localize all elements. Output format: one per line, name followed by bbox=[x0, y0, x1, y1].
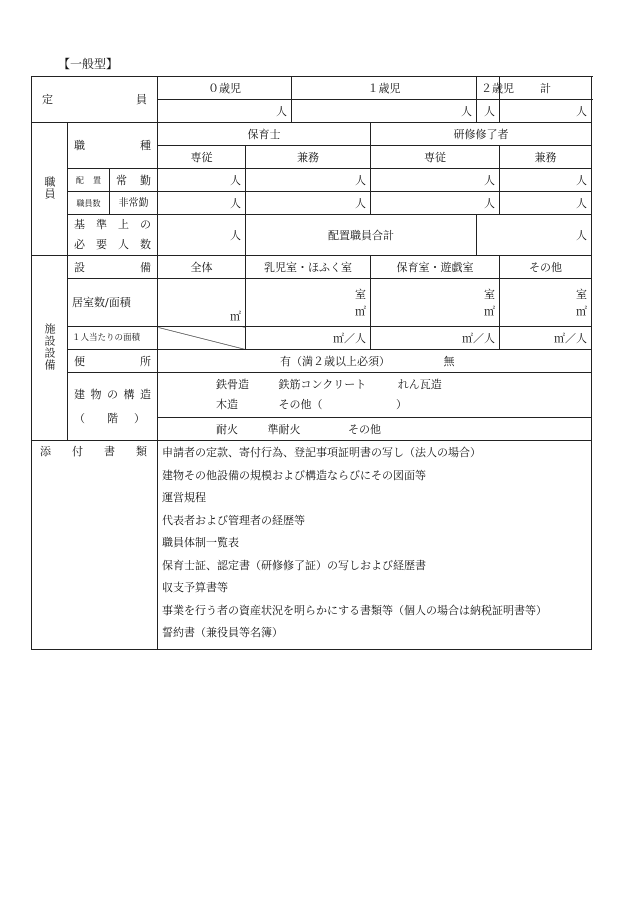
staff-irregular-row bbox=[32, 192, 592, 215]
facility-infant-room-field[interactable]: 室 ㎡ bbox=[246, 279, 371, 327]
structure-rc[interactable]: 鉄筋コンクリート bbox=[278, 378, 367, 391]
attachments-list bbox=[158, 441, 592, 650]
attachment-item: 保育士証、認定書（研修修了証）の写しおよび経歴書 bbox=[162, 558, 427, 572]
staff-regular-label: 常 勤 bbox=[110, 169, 158, 192]
facility-toilet-label: 便 所 bbox=[68, 350, 158, 373]
staff-trained-parttime: 兼務 bbox=[500, 146, 592, 169]
staff-regular-trained-parttime[interactable]: 人 bbox=[500, 169, 592, 192]
staff-type-row bbox=[32, 123, 592, 146]
facility-rooms-row bbox=[32, 279, 592, 327]
staff-type-label: 職 種 bbox=[68, 123, 158, 169]
staff-nursery-fulltime: 専従 bbox=[158, 146, 246, 169]
facility-col-other: その他 bbox=[500, 256, 592, 279]
attachment-item: 職員体制一覧表 bbox=[162, 536, 240, 549]
capacity-age1-field[interactable]: 人 bbox=[292, 100, 477, 123]
toilet-option-no[interactable]: 無 bbox=[443, 354, 455, 368]
staff-regular-row bbox=[32, 169, 592, 192]
facility-toilet-options[interactable] bbox=[158, 350, 592, 373]
toilet-option-yes[interactable]: 有（満２歳以上必須） bbox=[280, 354, 391, 368]
staff-required-field[interactable]: 人 bbox=[158, 215, 246, 256]
page-heading: 【一般型】 bbox=[58, 57, 119, 71]
attachment-item: 運営規程 bbox=[162, 491, 207, 504]
facility-per-person-row bbox=[32, 327, 592, 350]
capacity-header-age0: ０歳児 bbox=[158, 77, 292, 100]
staff-irregular-trained-fulltime[interactable]: 人 bbox=[371, 192, 500, 215]
facility-fire-options[interactable] bbox=[158, 418, 592, 441]
staff-irregular-nursery-fulltime[interactable]: 人 bbox=[158, 192, 246, 215]
fire-resistant[interactable]: 耐火 bbox=[216, 422, 239, 436]
staff-type-trained: 研修修了者 bbox=[371, 123, 592, 146]
attachment-item: 事業を行う者の資産状況を明らかにする書類等（個人の場合は納税証明書等） bbox=[162, 603, 548, 617]
capacity-header-row bbox=[32, 77, 592, 100]
facility-col-nursery-room: 保育室・遊戯室 bbox=[371, 256, 500, 279]
attachments-label: 添 付 書 類 bbox=[32, 441, 158, 650]
staff-alloc-label-top: 配 置 bbox=[68, 169, 110, 192]
facility-structure-label: 建 物 の 構 造 （ 階 ） bbox=[68, 373, 158, 441]
application-form-table bbox=[31, 76, 592, 650]
capacity-age2-field[interactable]: 人 bbox=[477, 100, 500, 123]
fire-other[interactable]: その他 bbox=[348, 422, 382, 436]
staff-total-label: 配置職員合計 bbox=[246, 215, 477, 256]
staff-required-label: 基 準 上 の 必 要 人 数 bbox=[68, 215, 158, 256]
structure-steel[interactable]: 鉄骨造 bbox=[216, 378, 250, 391]
facility-structure-row bbox=[32, 373, 592, 418]
staff-alloc-label-bottom: 職員数 bbox=[68, 192, 110, 215]
staff-regular-trained-fulltime[interactable]: 人 bbox=[371, 169, 500, 192]
facility-col-infant-room: 乳児室・ほふく室 bbox=[246, 256, 371, 279]
staff-group-label: 職員 bbox=[32, 123, 68, 256]
facility-equipment-row bbox=[32, 256, 592, 279]
staff-irregular-nursery-parttime[interactable]: 人 bbox=[246, 192, 371, 215]
attachments-row bbox=[32, 441, 592, 650]
structure-wood[interactable]: 木造 bbox=[216, 398, 239, 411]
staff-nursery-parttime: 兼務 bbox=[246, 146, 371, 169]
staff-trained-fulltime: 専従 bbox=[371, 146, 500, 169]
structure-brick[interactable]: れん瓦造 bbox=[397, 378, 442, 391]
structure-other-close: ） bbox=[396, 398, 408, 411]
staff-regular-nursery-parttime[interactable]: 人 bbox=[246, 169, 371, 192]
structure-other[interactable]: その他（ bbox=[278, 398, 323, 411]
facility-group-label: 施設設備 bbox=[32, 256, 68, 441]
attachment-item: 建物その他設備の規模および構造ならびにその図面等 bbox=[162, 468, 427, 482]
facility-equipment-label: 設 備 bbox=[68, 256, 158, 279]
facility-structure-options[interactable] bbox=[158, 373, 592, 418]
facility-per-person-diagonal bbox=[158, 327, 246, 350]
facility-rooms-label: 居室数/面積 bbox=[68, 279, 158, 327]
staff-irregular-trained-parttime[interactable]: 人 bbox=[500, 192, 592, 215]
facility-nursery-per-person-field[interactable]: ㎡／人 bbox=[371, 327, 500, 350]
attachment-item: 収支予算書等 bbox=[162, 581, 229, 594]
capacity-label: 定 員 bbox=[32, 77, 158, 123]
facility-toilet-row bbox=[32, 350, 592, 373]
staff-irregular-label: 非常勤 bbox=[110, 192, 158, 215]
attachment-item: 申請者の定款、寄付行為、登記事項証明書の写し（法人の場合） bbox=[162, 446, 482, 459]
attachment-item: 代表者および管理者の経歴等 bbox=[162, 513, 306, 527]
facility-infant-per-person-field[interactable]: ㎡／人 bbox=[246, 327, 371, 350]
facility-other-per-person-field[interactable]: ㎡／人 bbox=[500, 327, 592, 350]
capacity-total-field[interactable]: 人 bbox=[500, 100, 592, 123]
attachment-item: 誓約書（兼役員等名簿） bbox=[162, 626, 284, 639]
staff-regular-nursery-fulltime[interactable]: 人 bbox=[158, 169, 246, 192]
facility-other-room-field[interactable]: 室 ㎡ bbox=[500, 279, 592, 327]
capacity-age0-field[interactable]: 人 bbox=[158, 100, 292, 123]
staff-total-field[interactable]: 人 bbox=[477, 215, 592, 256]
capacity-header-age1: １歳児 bbox=[292, 77, 477, 100]
semi-fire-resistant[interactable]: 準耐火 bbox=[267, 422, 301, 436]
staff-type-nursery: 保育士 bbox=[158, 123, 371, 146]
facility-per-person-label: １人当たりの面積 bbox=[68, 327, 158, 350]
facility-nursery-room-field[interactable]: 室 ㎡ bbox=[371, 279, 500, 327]
facility-overall-area-field[interactable]: ㎡ bbox=[158, 279, 246, 327]
capacity-header-age2: ２歳児 bbox=[477, 77, 500, 100]
facility-col-overall: 全体 bbox=[158, 256, 246, 279]
capacity-header-total: 計 bbox=[500, 77, 592, 100]
